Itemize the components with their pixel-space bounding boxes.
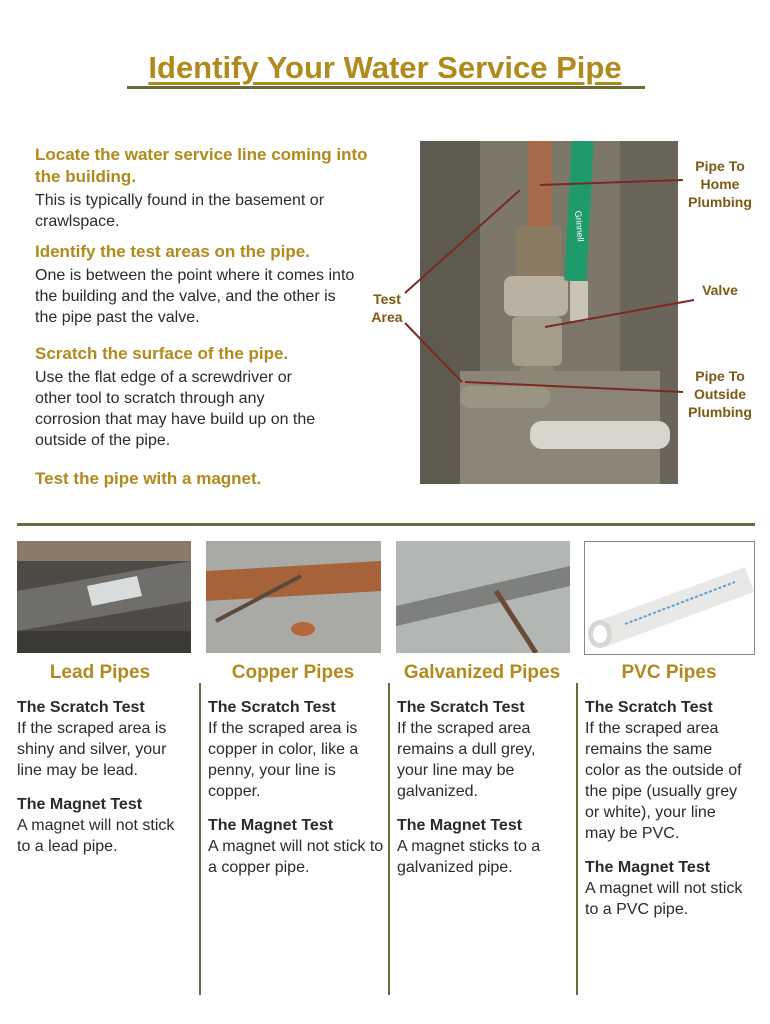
pvc-pipe-photo (584, 541, 755, 655)
pipe-type-name: PVC Pipes (621, 662, 717, 683)
step-body: This is typically found in the basement or crawlspace. (35, 192, 325, 230)
callout-pipe-outside: Pipe To Outside Plumbing (688, 368, 752, 420)
magnet-test-heading: The Magnet Test (397, 817, 523, 834)
callout-pipe-home: Pipe To Home Plumbing (688, 158, 752, 210)
scratch-test-text: If the scraped area is shiny and silver, your line may be lead. (17, 720, 167, 779)
step-heading: Identify the test areas on the pipe. (35, 242, 310, 261)
step-heading: Scratch the surface of the pipe. (35, 344, 289, 363)
step-body: Use the flat edge of a screwdriver or other tool to scratch through any corrosion that may have build up on the outside of the pipe. (35, 369, 316, 449)
lead-pipe-photo (17, 541, 191, 653)
page-title: Identify Your Water Service Pipe (148, 50, 622, 85)
column-separator (388, 683, 390, 995)
pipe-type-name: Galvanized Pipes (403, 662, 561, 683)
magnet-test-heading: The Magnet Test (208, 817, 334, 834)
scratch-test-heading: The Scratch Test (208, 699, 336, 716)
column-separator (576, 683, 578, 995)
scratch-test-heading: The Scratch Test (585, 699, 713, 716)
step-heading: Locate the water service line coming into the building. (35, 145, 368, 186)
galvanized-pipe-photo (396, 541, 570, 653)
callout-test-area: Test Area (371, 291, 403, 325)
section-divider (17, 523, 755, 526)
lead-pipes-column (17, 662, 192, 857)
magnet-test-heading: The Magnet Test (585, 859, 711, 876)
pipe-print-label: Grinnell (573, 210, 586, 243)
magnet-test-text: A magnet sticks to a galvanized pipe. (397, 838, 541, 876)
step-heading: Test the pipe with a magnet. (35, 469, 262, 488)
scratch-test-heading: The Scratch Test (17, 699, 145, 716)
pvc-pipes-column (585, 662, 755, 920)
magnet-test-text: A magnet will not stick to a copper pipe. (208, 838, 384, 876)
callout-valve: Valve (702, 282, 738, 298)
scratch-test-heading: The Scratch Test (397, 699, 525, 716)
galvanized-pipes-column (397, 662, 569, 878)
pipe-type-name: Lead Pipes (49, 662, 151, 683)
magnet-test-text: A magnet will not stick to a PVC pipe. (585, 880, 743, 918)
column-separator (199, 683, 201, 995)
pipe-type-name: Copper Pipes (231, 662, 355, 683)
step-body: One is between the point where it comes into the building and the valve, and the other is the pipe past the valve. (35, 267, 355, 326)
magnet-test-heading: The Magnet Test (17, 796, 143, 813)
scratch-test-text: If the scraped area is copper in color, like a penny, your line is copper. (208, 720, 359, 800)
magnet-test-text: A magnet will not stick to a lead pipe. (17, 817, 175, 855)
scratch-test-text: If the scraped area remains a dull grey, your line may be galvanized. (397, 720, 536, 800)
scratch-test-text: If the scraped area remains the same color as the outside of the pipe (usually grey or white), your line may be PVC. (585, 720, 742, 842)
copper-pipe-photo (206, 541, 381, 653)
copper-pipes-column (208, 662, 386, 878)
